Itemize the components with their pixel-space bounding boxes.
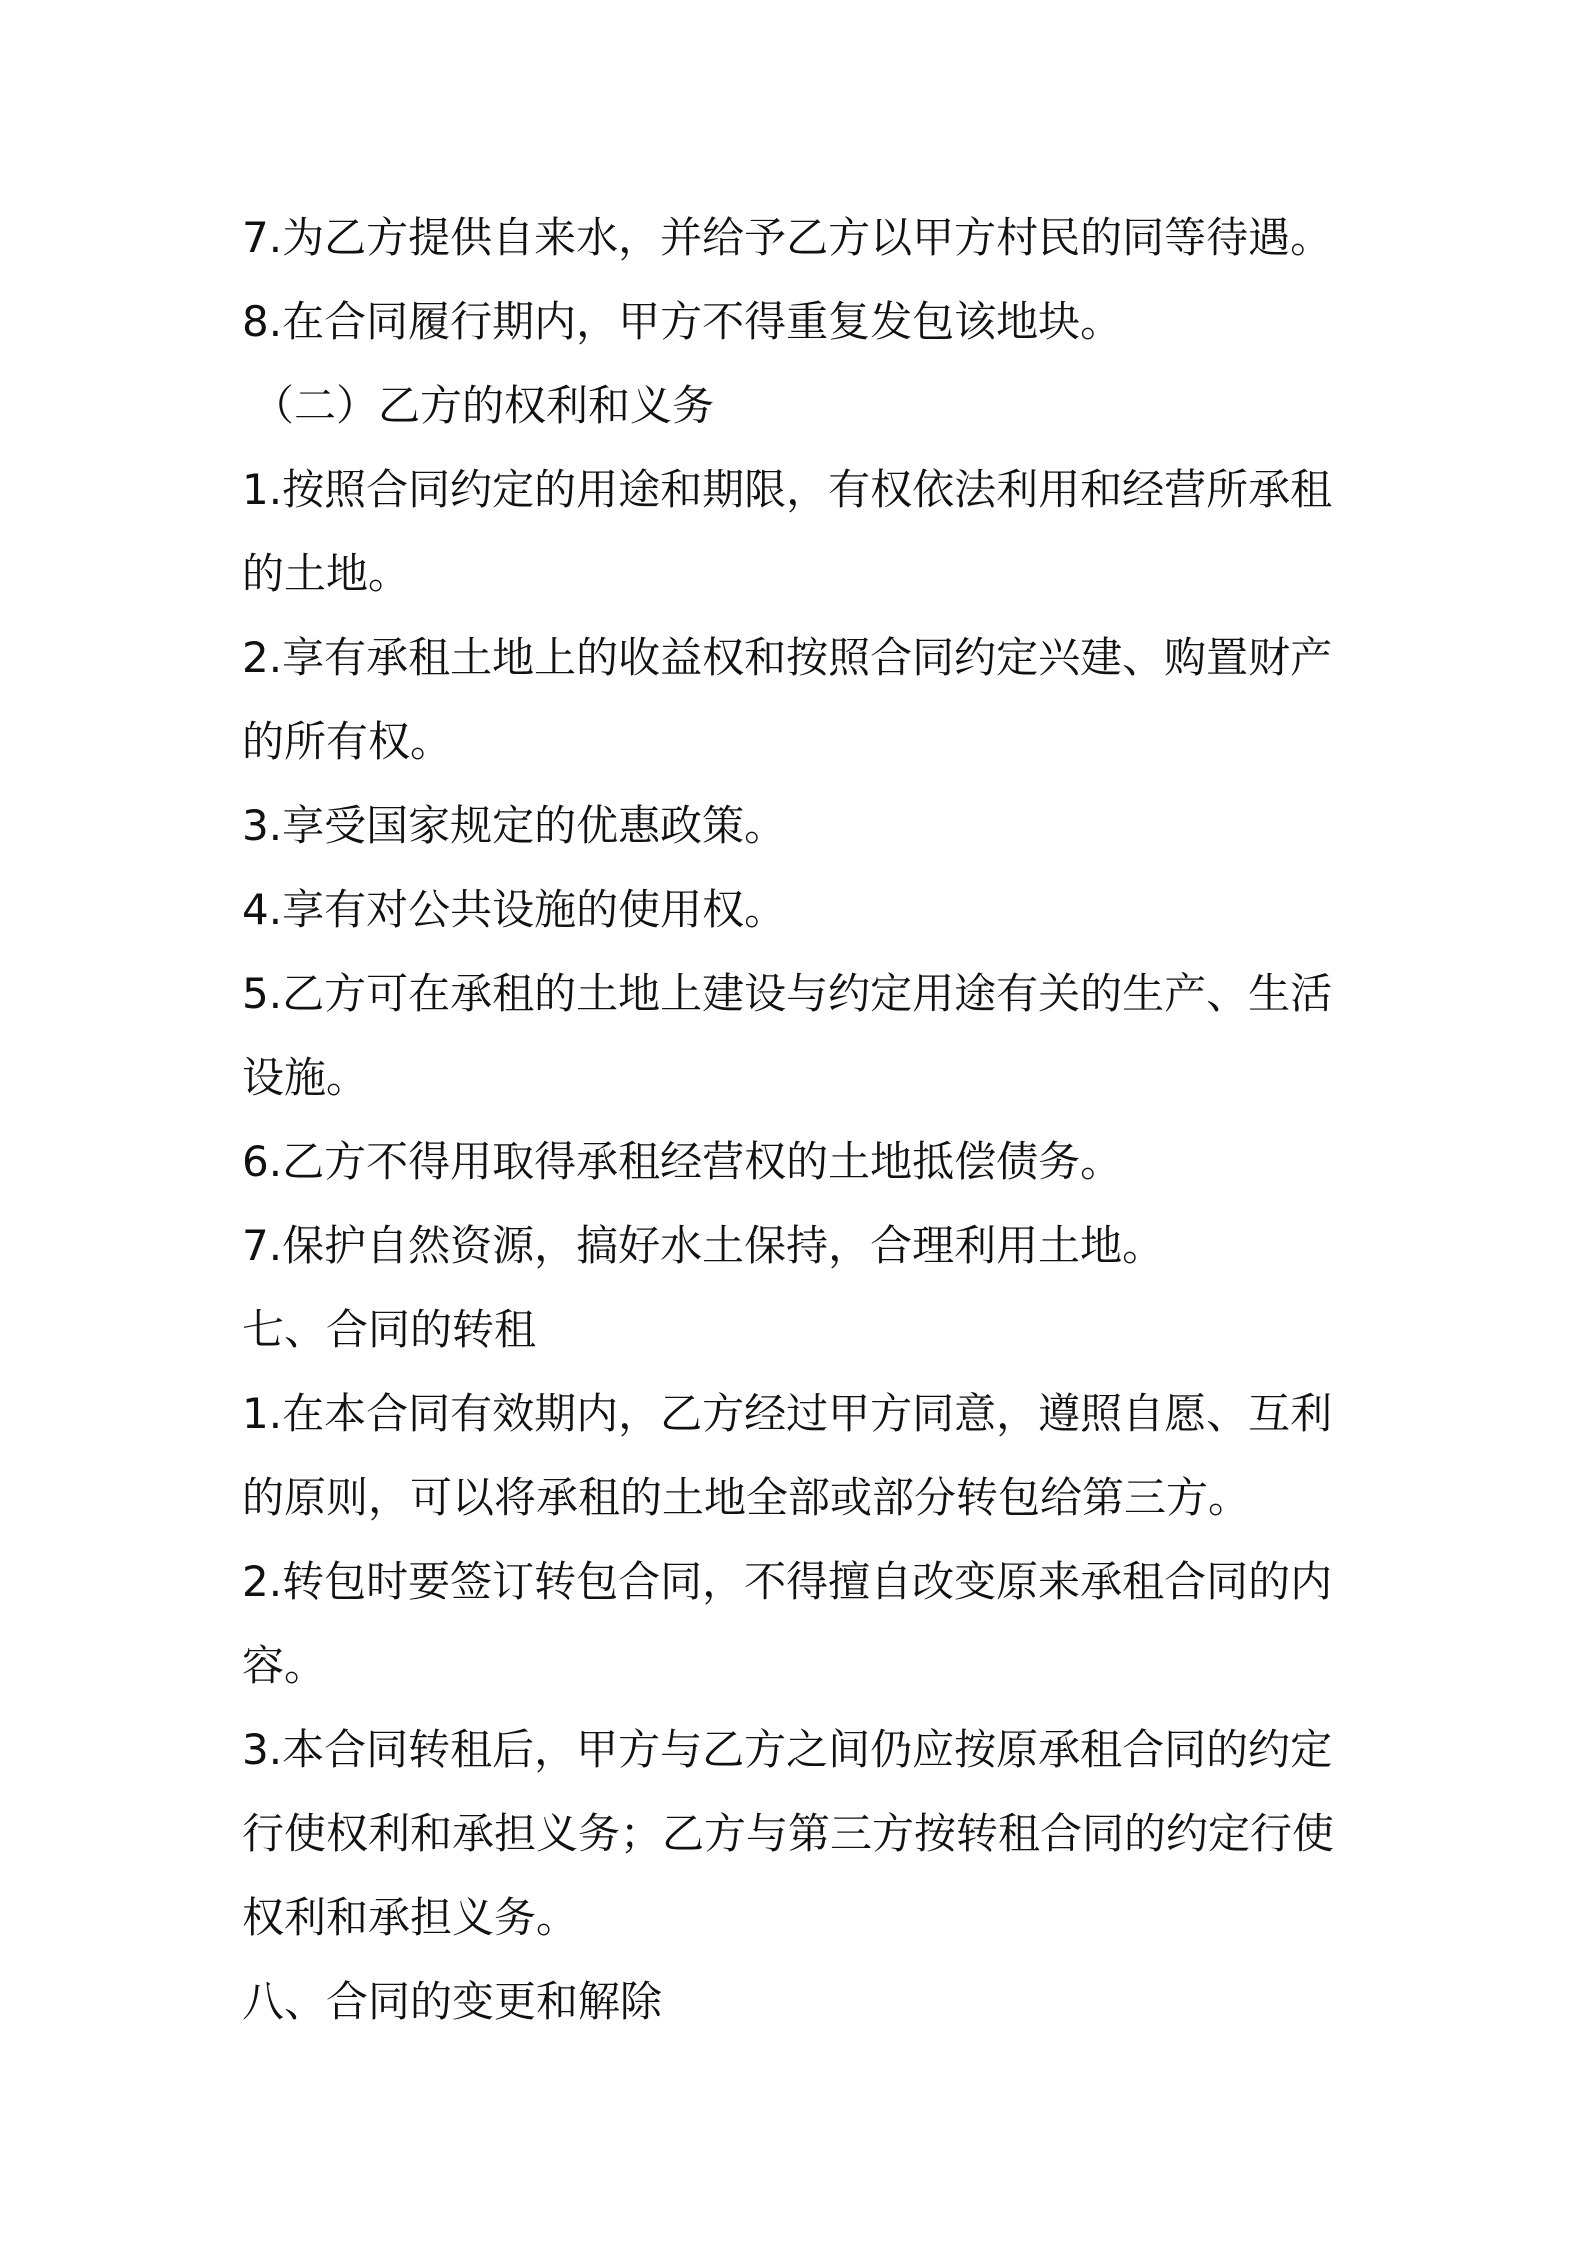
clause-b1-line2: 的土地。 <box>242 549 411 598</box>
clause-s3-line3: 权利和承担义务。 <box>242 1893 579 1942</box>
clause-a7-water-supply: 7.为乙方提供自来水，并给予乙方以甲方村民的同等待遇。 <box>242 213 1333 262</box>
clause-b5-line2: 设施。 <box>242 1053 369 1102</box>
clause-s2-line2: 容。 <box>242 1641 327 1690</box>
clause-b2-line2: 的所有权。 <box>242 717 453 766</box>
document-body <box>242 196 1358 2044</box>
section-heading-sublease: 七、合同的转租 <box>242 1305 537 1354</box>
clause-b1-line1: 1.按照合同约定的用途和期限，有权依法利用和经营所承租 <box>242 465 1333 514</box>
clause-b5-line1: 5.乙方可在承租的土地上建设与约定用途有关的生产、生活 <box>242 969 1333 1018</box>
clause-s2-line1: 2.转包时要签订转包合同，不得擅自改变原来承租合同的内 <box>242 1557 1333 1606</box>
clause-s3-line1: 3.本合同转租后，甲方与乙方之间仍应按原承租合同的约定 <box>242 1725 1333 1774</box>
clause-b3: 3.享受国家规定的优惠政策。 <box>242 801 787 850</box>
clause-b6: 6.乙方不得用取得承租经营权的土地抵偿债务。 <box>242 1137 1123 1186</box>
clause-b2-line1: 2.享有承租土地上的收益权和按照合同约定兴建、购置财产 <box>242 633 1333 682</box>
section-heading-change-termination: 八、合同的变更和解除 <box>242 1977 663 2026</box>
clause-a8-no-repeat-contract: 8.在合同履行期内，甲方不得重复发包该地块。 <box>242 297 1123 346</box>
section-heading-party-b-rights: （二）乙方的权利和义务 <box>252 381 715 430</box>
clause-s1-line1: 1.在本合同有效期内，乙方经过甲方同意，遵照自愿、互利 <box>242 1389 1333 1438</box>
clause-b7: 7.保护自然资源，搞好水土保持，合理利用土地。 <box>242 1221 1165 1270</box>
clause-s1-line2: 的原则，可以将承租的土地全部或部分转包给第三方。 <box>242 1473 1251 1522</box>
clause-s3-line2: 行使权利和承担义务；乙方与第三方按转租合同的约定行使 <box>242 1809 1335 1858</box>
clause-b4: 4.享有对公共设施的使用权。 <box>242 885 787 934</box>
